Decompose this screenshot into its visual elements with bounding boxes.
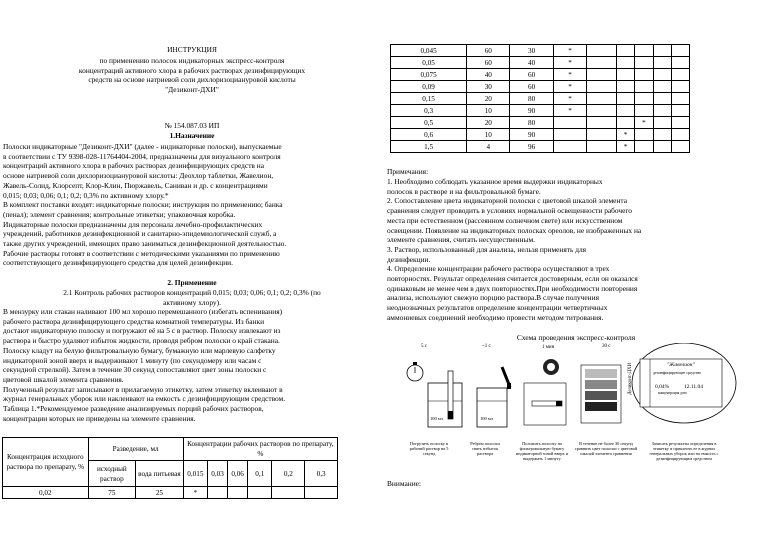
cell-empty <box>587 57 617 69</box>
cell-empty <box>635 105 653 117</box>
brand-label: "Жавелион" <box>667 362 695 368</box>
cell-initial: 40 <box>467 69 510 81</box>
time-label: 1 мин <box>542 345 555 350</box>
cell-empty <box>616 105 634 117</box>
text-line: 0,015; 0,03; 0,06; 0,1; 0,2; 0,3% по активному хлору.* <box>3 190 169 200</box>
cell-empty <box>305 487 338 499</box>
cell-empty <box>671 45 689 57</box>
label-value: 0,04% <box>655 384 670 390</box>
dilution-table-continued <box>390 44 690 153</box>
cell-empty <box>671 129 689 141</box>
cell-conc: 0,3 <box>391 105 467 117</box>
table-row <box>391 141 690 153</box>
cell-initial: 10 <box>467 105 510 117</box>
cell-water: 80 <box>510 117 553 129</box>
label-small: концентрация дата <box>658 391 687 395</box>
cell-mark: * <box>553 45 587 57</box>
cell-empty <box>635 141 653 153</box>
cell-water: 40 <box>510 57 553 69</box>
text-line: дезинфекции. <box>387 254 431 264</box>
time-label: ~1 с <box>482 344 491 349</box>
cell-initial: 20 <box>467 93 510 105</box>
cell-empty <box>653 57 671 69</box>
cell-empty <box>635 81 653 93</box>
cell-empty <box>671 141 689 153</box>
cell-initial: 30 <box>467 81 510 93</box>
text-line: 2.1 Контроль рабочих растворов концентраций 0,015; 0,03; 0,06; 0,1; 0,2; 0,3% (по <box>63 288 321 297</box>
text-line: активному хлору). <box>163 297 221 307</box>
cell-empty <box>653 105 671 117</box>
cell-initial: 75 <box>88 487 136 499</box>
text-line: цветовой шкалой элемента сравнения. <box>3 374 124 384</box>
text-line: рабочего раствора дезинфицирующего средства комнатной температуры. Из банки <box>3 316 265 326</box>
cell-initial: 10 <box>467 129 510 141</box>
cell-conc: 0,045 <box>391 45 467 57</box>
cell-empty <box>635 57 653 69</box>
text-line: секундной стрелкой). Затем в течение 30 секунд сопоставляют цвет зоны полоски с <box>3 365 267 375</box>
text-line: концентраций активного хлора в рабочих растворах дезинфицирующих средств на <box>3 161 265 171</box>
table-row <box>391 69 690 81</box>
header-dilution: Разведение, мл <box>88 438 183 461</box>
text-line: Полоски индикаторные "Дезиконт-ДХИ" (далее - индикаторные полоски), выпускаемые <box>3 142 282 151</box>
header-conc-col: 0,015 <box>183 461 207 487</box>
text-line: раствора и быстро удаляют избыток жидкости, проводя ребром полоски о край стакана. <box>3 336 280 346</box>
cell-empty <box>553 129 587 141</box>
text-line: анализа, используют свежую порцию раствора.В случае получения <box>387 293 599 303</box>
text-line: освещении. Появление на индикаторных полосках ореолов, не изображенных на <box>387 225 642 235</box>
cell-empty <box>653 69 671 81</box>
filter-paper-icon <box>524 383 566 425</box>
cell-empty <box>616 81 634 93</box>
cell-empty <box>587 81 617 93</box>
cell-conc: 0,5 <box>391 117 467 129</box>
text-line: в соответствии с ТУ 9398-028-11764404-2004, предназначены для визуального контроля <box>3 151 281 161</box>
header-conc-col: 0,2 <box>272 461 305 487</box>
text-line: неоднозначных результатов определение концентрации четвертичных <box>387 303 608 313</box>
cell-empty <box>587 105 617 117</box>
text-line: повторностях. Результат определения считается достоверным, если он оказался <box>387 274 638 283</box>
table-row <box>391 93 690 105</box>
cell-conc: 1,5 <box>391 141 467 153</box>
text-line: соответствующего дезинфицирующего средства для целей дезинфекции. <box>3 258 233 268</box>
cell-empty <box>616 69 634 81</box>
cell-empty <box>635 69 653 81</box>
text-line: основе натриевой соли дихлоризоциануровой кислоты: Деохлор таблетки, Жавелион, <box>3 171 274 181</box>
header-initial-conc: Концентрация исходного раствора по препарату, % <box>3 438 89 487</box>
cell-water: 80 <box>510 93 553 105</box>
side-text: Дезиконт-ДХИ <box>628 362 633 395</box>
cell-mark: * <box>183 487 207 499</box>
header-conc-col: 0,06 <box>228 461 248 487</box>
text-line: Жавель-Солид, Клорсепт, Клор-Клин, Пюржавель, Саниван и др. с концентрациями <box>3 180 268 190</box>
dilution-table <box>2 437 338 499</box>
header-water: вода питьевая <box>136 461 184 487</box>
label-date: 12.11.04 <box>684 384 704 390</box>
text-line: полосок в растворе и на фильтровальной бумаге. <box>387 186 541 196</box>
text-line: аммониевых соединений необходимо провести методом титрования. <box>387 312 604 322</box>
cell-water: 60 <box>510 69 553 81</box>
text-line: одинаковым не менее чем в двух повторностях.При необходимости повторения <box>387 283 638 293</box>
text-line: Полоску кладут на белую фильтровальную бумагу, бумажную или марлевую салфетку <box>3 345 276 355</box>
text-line: элементе сравнения, считать несущественным. <box>387 235 536 245</box>
cell-initial: 4 <box>467 141 510 153</box>
cell-empty <box>587 129 617 141</box>
text-line: концентрации которых не приведены на элементе сравнения. <box>3 413 196 423</box>
cell-empty <box>671 105 689 117</box>
doc-number: № 154.087.03 ИП <box>164 121 220 130</box>
text-line: 3. Раствор, использованный для анализа, нельзя применять для <box>387 244 587 254</box>
section1-heading: 1.Назначение <box>169 131 215 140</box>
cell-empty <box>587 69 617 81</box>
stopwatch-icon <box>407 362 423 381</box>
step-caption: В течение не более 30 секунд сравнить цвет полоски с цветовой шкалой элемента сравнения <box>574 441 638 457</box>
time-label: 30 с <box>602 344 611 349</box>
cell-empty <box>671 117 689 129</box>
label-icon <box>632 343 736 423</box>
cell-empty <box>671 81 689 93</box>
cell-empty <box>616 45 634 57</box>
cell-empty <box>553 141 587 153</box>
clock-icon <box>543 359 559 375</box>
text-line: 4. Определение концентрации рабочего раствора осуществляют в трех <box>387 264 610 274</box>
text-line: сравнения следует проводить в условиях нормальной освещенности рабочего <box>387 206 632 216</box>
cell-empty <box>616 117 634 129</box>
cell-empty <box>653 117 671 129</box>
cell-water: 60 <box>510 81 553 93</box>
step-caption: Погрузить полоску в рабочий раствор на 5 секунд <box>409 441 449 457</box>
volume-label: 100 мл <box>480 416 493 421</box>
step-caption: Записать результаты определения в этикетку и приклеить ее в журнал генеральных уборок или на емкость с дезинфицирующим средством <box>649 441 719 462</box>
cell-water: 90 <box>510 129 553 141</box>
text-line: В комплект поставки входят: индикаторные полоски; инструкция по применению; банка <box>3 200 283 210</box>
step-caption: Положить полоску на фильтровальную бумагу индикаторной зоной вверх и выдержать 1 минуту <box>515 441 569 462</box>
header-conc-col: 0,03 <box>207 461 227 487</box>
header-conc-col: 0,3 <box>305 461 338 487</box>
text-line: 2. Сопоставление цвета индикаторной полоски с цветовой шкалой элемента <box>387 196 628 206</box>
right-page <box>384 0 768 543</box>
cell-mark: * <box>635 117 653 129</box>
cell-conc: 0,02 <box>3 487 89 499</box>
cell-empty <box>616 93 634 105</box>
header-conc-col: 0,1 <box>248 461 272 487</box>
cell-mark: * <box>553 69 587 81</box>
cell-water: 96 <box>510 141 553 153</box>
cell-conc: 0,09 <box>391 81 467 93</box>
scheme-title: Схема проведения экспресс-контроля <box>516 333 636 342</box>
cell-empty <box>635 129 653 141</box>
text-line: места при естественном (рассеянном солнечном свете) или искусственном <box>387 215 623 225</box>
text-line: средств на основе натриевой соли дихлоризоциануровой кислоты <box>88 75 296 85</box>
header-initial-solution: исходный раствор <box>88 461 136 487</box>
text-line: "Дезиконт-ДХИ" <box>165 85 219 95</box>
cell-empty <box>272 487 305 499</box>
cell-empty <box>228 487 248 499</box>
text-line: 1. Необходимо соблюдать указанное время выдержки индикаторных <box>387 177 603 186</box>
doc-title: ИНСТРУКЦИЯ <box>167 45 217 54</box>
cell-water: 30 <box>510 45 553 57</box>
cell-mark: * <box>616 141 634 153</box>
cell-mark: * <box>553 93 587 105</box>
cell-initial: 60 <box>467 57 510 69</box>
table-row <box>391 45 690 57</box>
table-row <box>391 117 690 129</box>
header-working-conc: Концентрации рабочих растворов по препарату, % <box>183 438 337 461</box>
cell-empty <box>671 57 689 69</box>
text-line: журнал генеральных уборок или наклеивают на емкость с дезинфицирующим средством. <box>3 394 286 404</box>
cell-empty <box>671 93 689 105</box>
cell-empty <box>587 141 617 153</box>
text-line: индикаторной зоной вверх и выдерживают 1 минуту (по секундомеру или часам с <box>3 355 262 365</box>
cell-empty <box>587 117 617 129</box>
text-line: Полученный результат записывают в прилагаемую этикетку, затем этикетку вклеивают в <box>3 384 283 394</box>
section2-heading: 2. Применение <box>167 278 217 287</box>
cell-empty <box>671 69 689 81</box>
attention-label: Внимание: <box>387 479 421 488</box>
cell-conc: 0,075 <box>391 69 467 81</box>
text-line: (пенал); элемент сравнения; контрольные этикетки; упаковочная коробка. <box>3 209 236 219</box>
text-line: Индикаторные полоски предназначены для персонала лечебно-профилактических <box>3 219 263 229</box>
text-line: Таблица 1.*Рекомендуемое разведение анализируемых порций рабочих растворов, <box>3 404 264 413</box>
text-line: В мензурку или стакан наливают 100 мл хорошо перемешанного (избегать вспенивания) <box>3 307 283 316</box>
cell-conc: 0,05 <box>391 57 467 69</box>
cell-initial: 60 <box>467 45 510 57</box>
text-line: по применению полосок индикаторных экспресс-контроля <box>99 56 285 65</box>
cell-empty <box>635 45 653 57</box>
table-row <box>391 81 690 93</box>
text-line: учреждений, работников дезинфекционной и санитарно-эпидемиологической служб, а <box>3 229 277 239</box>
cell-initial: 20 <box>467 117 510 129</box>
table-row <box>391 129 690 141</box>
cell-empty <box>653 141 671 153</box>
cell-water: 90 <box>510 105 553 117</box>
cell-conc: 0,6 <box>391 129 467 141</box>
cell-empty <box>635 93 653 105</box>
cell-empty <box>653 93 671 105</box>
cell-empty <box>587 45 617 57</box>
comparison-scale-icon <box>581 365 621 423</box>
cell-mark: * <box>553 57 587 69</box>
notes-heading: Примечания: <box>387 167 429 176</box>
cell-empty <box>207 487 227 499</box>
step-caption: Ребром полоски снять избыток раствора <box>470 441 500 457</box>
volume-label: 100 мл <box>430 416 443 421</box>
cell-empty <box>587 93 617 105</box>
cell-mark: * <box>616 129 634 141</box>
cell-mark: * <box>553 105 587 117</box>
time-label: 5 с <box>421 344 427 349</box>
text-line: также других учреждений, имеющих право заниматься дезинфекционной деятельностью. <box>3 239 287 248</box>
cell-empty <box>616 57 634 69</box>
cell-empty <box>248 487 272 499</box>
label-caption: дезинфицирующее средство <box>653 370 702 375</box>
table-row <box>391 105 690 117</box>
cell-empty <box>653 81 671 93</box>
text-line: Рабочие растворы готовят в соответствии с методическими указаниями по применению <box>3 248 280 258</box>
text-line: концентраций активного хлора в рабочих растворах дезинфицирующих <box>78 65 306 75</box>
cell-water: 25 <box>136 487 184 499</box>
cell-empty <box>653 129 671 141</box>
cell-mark: * <box>553 81 587 93</box>
table-row <box>3 487 338 499</box>
text-line: достают индикаторную полоску и погружают её на 5 с в раствор. Полоску извлекают из <box>3 326 281 336</box>
table-row <box>391 57 690 69</box>
cell-conc: 0,15 <box>391 93 467 105</box>
cell-empty <box>553 117 587 129</box>
cell-empty <box>653 45 671 57</box>
